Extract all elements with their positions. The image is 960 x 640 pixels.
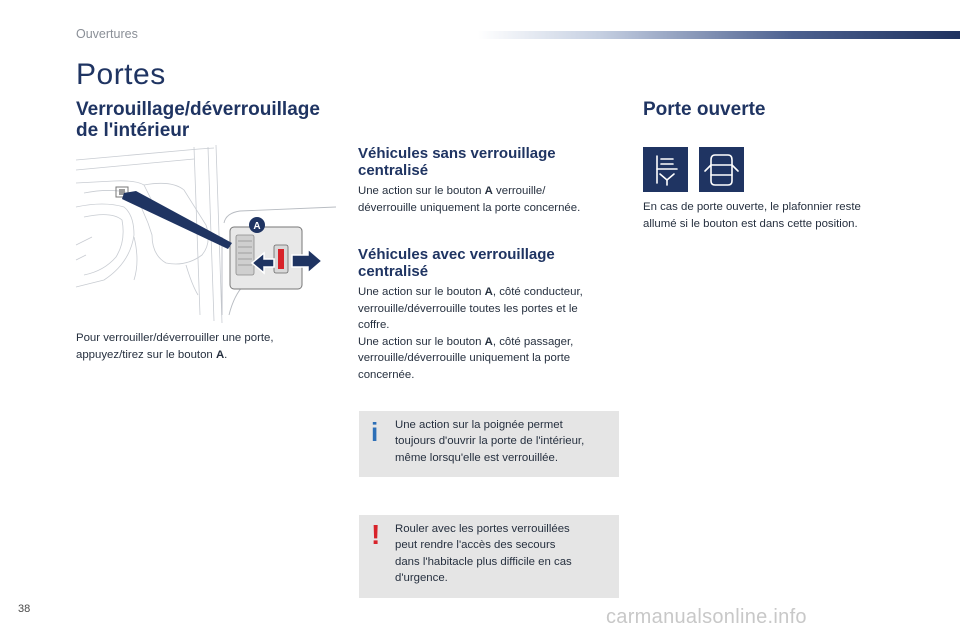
warning-note-line1: Rouler avec les portes verrouillées — [395, 523, 570, 535]
p2-suffix: , côté passager, — [492, 335, 574, 348]
p1-bold: A — [484, 286, 493, 298]
right-heading: Porte ouverte — [643, 99, 766, 120]
page-title: Portes — [76, 58, 166, 91]
warning-note-line3: dans l'habitacle plus difficile en cas — [395, 555, 572, 568]
door-lamp-icon — [643, 147, 688, 192]
left-caption-prefix: appuyez/tirez sur le bouton — [76, 348, 216, 361]
heading-no-central-line1: Véhicules sans verrouillage — [358, 145, 556, 162]
text-no-central-bold: A — [484, 185, 493, 197]
warning-icon: ! — [371, 519, 381, 550]
p2-bold: A — [484, 335, 493, 348]
left-caption-suffix: . — [224, 348, 228, 361]
info-note-text — [395, 417, 605, 466]
door-panel-drawing — [74, 145, 336, 325]
warning-note-line2: peut rendre l'accès des secours — [395, 539, 556, 552]
left-caption-line1: Pour verrouiller/déverrouiller une porte, — [76, 332, 274, 344]
text-with-central-p2-line1 — [358, 334, 620, 351]
info-note-line3: même lorsqu'elle est verrouillée. — [395, 451, 558, 464]
text-no-central-line1 — [358, 183, 620, 200]
info-icon: i — [371, 417, 379, 447]
text-no-central-prefix: Une action sur le bouton — [358, 185, 485, 197]
info-note — [359, 411, 619, 477]
text-with-central-p2-line2: verrouille/déverrouille uniquement la porte — [358, 352, 571, 364]
heading-with-central-line1: Véhicules avec verrouillage — [358, 246, 555, 263]
right-text-line1: En cas de porte ouverte, le plafonnier reste — [643, 201, 861, 213]
warning-note-text — [395, 521, 605, 586]
warning-note-line4: d'urgence. — [395, 571, 448, 584]
watermark: carmanualsonline.info — [606, 606, 807, 628]
page-number: 38 — [18, 603, 31, 615]
info-note-line1: Une action sur la poignée permet — [395, 419, 563, 431]
info-note-line2: toujours d'ouvrir la porte de l'intérieur, — [395, 435, 585, 448]
heading-no-central-line2: centralisé — [358, 162, 429, 179]
car-door-open-icon — [699, 147, 744, 192]
text-with-central-p1-line2: verrouille/déverrouille toutes les portes et le — [358, 302, 578, 315]
text-with-central-p1-line3: coffre. — [358, 319, 390, 331]
p1-prefix: Une action sur le bouton — [358, 286, 485, 298]
left-heading-line1: Verrouillage/déverrouillage — [76, 99, 320, 120]
text-no-central-line2: déverrouille uniquement la porte concernée. — [358, 201, 581, 214]
right-text — [643, 199, 943, 232]
p1-suffix: , côté conducteur, — [492, 286, 583, 298]
heading-no-central — [358, 145, 556, 179]
section-label: Ouvertures — [76, 27, 138, 41]
left-heading-line2: de l'intérieur — [76, 120, 190, 141]
warning-note — [359, 515, 619, 598]
left-caption-line2 — [76, 347, 336, 364]
heading-with-central — [358, 246, 555, 280]
left-heading — [76, 99, 320, 141]
p2-prefix: Une action sur le bouton — [358, 335, 485, 348]
heading-with-central-line2: centralisé — [358, 263, 429, 280]
header-bar — [478, 31, 960, 39]
door-panel-illustration — [74, 145, 336, 325]
left-caption-bold: A — [215, 348, 225, 361]
right-text-line2: allumé si le bouton est dans cette position. — [643, 217, 858, 230]
callout-a: A — [253, 221, 261, 232]
text-no-central — [358, 183, 620, 216]
text-no-central-suffix: verrouille/ — [492, 185, 546, 197]
left-caption — [76, 330, 336, 363]
text-with-central-p1-line1 — [358, 284, 620, 301]
text-with-central-p2-line3: concernée. — [358, 368, 415, 381]
text-with-central — [358, 284, 620, 383]
